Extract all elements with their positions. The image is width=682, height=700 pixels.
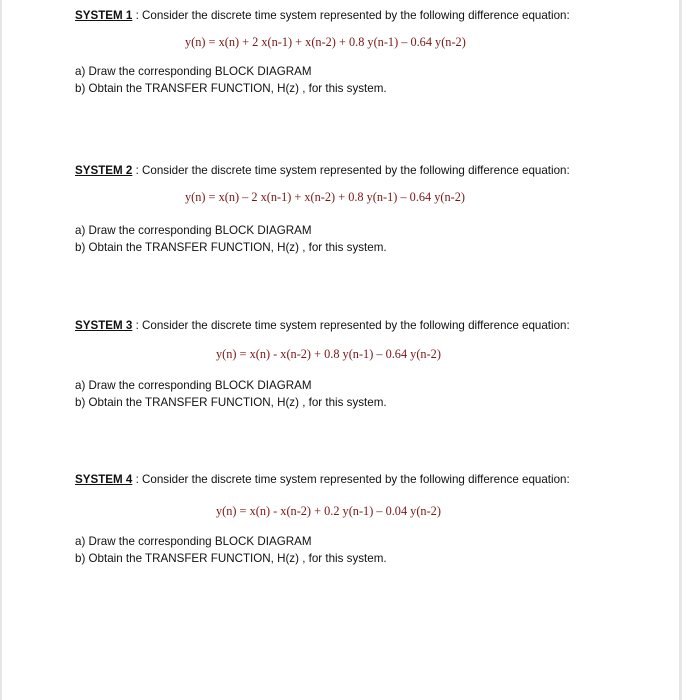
page-edge-left — [0, 0, 2, 700]
system-3-heading — [75, 318, 655, 334]
system-4-intro: : Consider the discrete time system represented by the following difference equation: — [132, 473, 570, 486]
system-4-heading — [75, 472, 655, 488]
system-4-label: SYSTEM 4 — [75, 473, 133, 486]
system-3-label: SYSTEM 3 — [75, 319, 133, 332]
system-4-part-b: b) Obtain the TRANSFER FUNCTION, H(z) , for this system. — [75, 551, 387, 565]
system-1-heading — [75, 8, 655, 24]
system-1-questions — [75, 64, 387, 97]
system-4-questions — [75, 534, 387, 567]
system-3-questions — [75, 378, 387, 411]
system-1-block — [75, 8, 655, 95]
system-2-label: SYSTEM 2 — [75, 164, 133, 177]
system-1-intro: : Consider the discrete time system represented by the following difference equation: — [132, 9, 570, 22]
system-3-part-a: a) Draw the corresponding BLOCK DIAGRAM — [75, 379, 312, 392]
system-2-intro: : Consider the discrete time system represented by the following difference equation: — [132, 164, 570, 177]
system-2-block — [75, 163, 655, 254]
system-3-part-b: b) Obtain the TRANSFER FUNCTION, H(z) , for this system. — [75, 395, 387, 409]
system-1-part-a: a) Draw the corresponding BLOCK DIAGRAM — [75, 65, 312, 78]
system-2-heading — [75, 163, 655, 179]
system-2-part-a: a) Draw the corresponding BLOCK DIAGRAM — [75, 224, 312, 237]
system-3-equation: y(n) = x(n) - x(n-2) + 0.8 y(n-1) – 0.64 y(n-2) — [216, 347, 441, 361]
system-3-intro: : Consider the discrete time system represented by the following difference equation: — [132, 319, 570, 332]
system-2-part-b: b) Obtain the TRANSFER FUNCTION, H(z) , for this system. — [75, 240, 387, 254]
system-1-equation: y(n) = x(n) + 2 x(n-1) + x(n-2) + 0.8 y(n-1) – 0.64 y(n-2) — [185, 35, 466, 49]
system-2-questions — [75, 223, 387, 256]
system-4-block — [75, 472, 655, 565]
system-1-label: SYSTEM 1 — [75, 9, 133, 22]
system-4-part-a: a) Draw the corresponding BLOCK DIAGRAM — [75, 535, 312, 548]
system-2-equation: y(n) = x(n) – 2 x(n-1) + x(n-2) + 0.8 y(n-1) – 0.64 y(n-2) — [185, 190, 466, 204]
system-3-block — [75, 318, 655, 409]
system-4-equation: y(n) = x(n) - x(n-2) + 0.2 y(n-1) – 0.04 y(n-2) — [216, 504, 441, 518]
system-1-part-b: b) Obtain the TRANSFER FUNCTION, H(z) , for this system. — [75, 81, 387, 95]
